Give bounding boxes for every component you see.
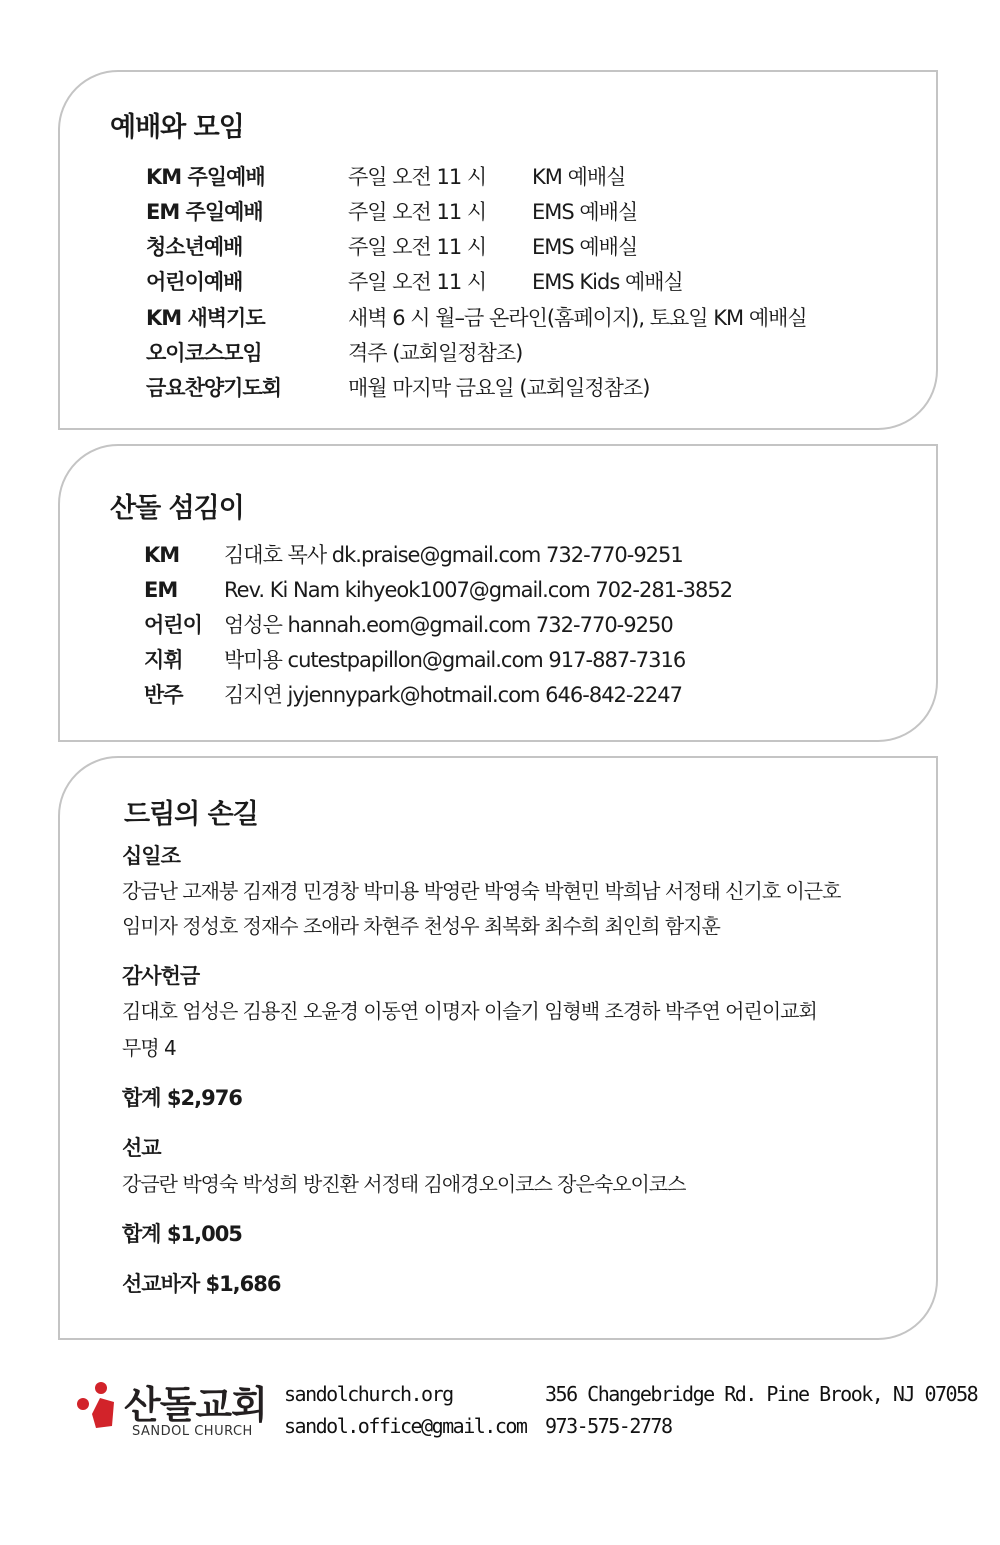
tithe-names-line2: 임미자 정성호 정재수 조애라 차현주 천성우 최복화 최수희 최인희 함지훈 (122, 914, 720, 938)
worship-place: EMS Kids 예배실 (532, 270, 683, 294)
tithe-label: 십일조 (122, 844, 180, 868)
church-logo-icon (74, 1380, 120, 1432)
servant-info: 김대호 목사 dk.praise@gmail.com 732-770-9251 (224, 543, 683, 567)
worship-name: 금요찬양기도회 (146, 376, 282, 400)
logo-subtitle: SANDOL CHURCH (132, 1424, 253, 1439)
servant-role: 지휘 (144, 648, 183, 672)
worship-place: EMS 예배실 (532, 200, 638, 224)
logo-name: 산돌교회 (124, 1383, 267, 1427)
worship-time: 매월 마지막 금요일 (교회일정참조) (348, 376, 650, 400)
servant-role: 어린이 (144, 613, 202, 637)
footer (0, 1360, 1000, 1460)
mission-label: 선교 (122, 1136, 161, 1160)
worship-name: 어린이예배 (146, 270, 243, 294)
phone: 973-575-2778 (545, 1414, 672, 1438)
worship-name: 청소년예배 (146, 235, 243, 259)
servant-info: Rev. Ki Nam kihyeok1007@gmail.com 702-281-3852 (224, 578, 733, 602)
worship-time: 주일 오전 11 시 (348, 235, 487, 259)
servant-info: 김지연 jyjennypark@hotmail.com 646-842-2247 (224, 683, 682, 707)
worship-time: 새벽 6 시 월–금 온라인(홈페이지), 토요일 KM 예배실 (348, 306, 807, 330)
thanks-names-line2: 무명 4 (122, 1036, 176, 1060)
worship-time: 주일 오전 11 시 (348, 200, 487, 224)
worship-title: 예배와 모임 (110, 112, 244, 143)
servant-role: 반주 (144, 683, 183, 707)
tithe-names-line1: 강금난 고재붕 김재경 민경창 박미용 박영란 박영숙 박현민 박희남 서정태 신기호 이근호 (122, 879, 841, 903)
worship-place: EMS 예배실 (532, 235, 638, 259)
servant-info: 엄성은 hannah.eom@gmail.com 732-770-9250 (224, 613, 673, 637)
servant-info: 박미용 cutestpapillon@gmail.com 917-887-7316 (224, 648, 686, 672)
thanks-names-line1: 김대호 엄성은 김용진 오윤경 이동연 이명자 이슬기 임형백 조경하 박주연 어린이교회 (122, 999, 817, 1023)
worship-time: 주일 오전 11 시 (348, 270, 487, 294)
worship-name: KM 주일예배 (146, 165, 265, 189)
worship-name: EM 주일예배 (146, 200, 263, 224)
email-link[interactable]: sandol.office@gmail.com (284, 1414, 527, 1438)
servant-role: EM (144, 578, 178, 602)
worship-name: 오이코스모임 (146, 341, 262, 365)
offering-card (58, 756, 938, 1340)
worship-time: 격주 (교회일정참조) (348, 341, 523, 365)
offering-title: 드림의 손길 (124, 799, 258, 830)
website-link[interactable]: sandolchurch.org (284, 1382, 453, 1406)
servant-role: KM (144, 543, 180, 567)
worship-place: KM 예배실 (532, 165, 626, 189)
thanks-label: 감사헌금 (122, 964, 200, 988)
total-thanks: 합계 $2,976 (122, 1086, 242, 1110)
worship-name: KM 새벽기도 (146, 306, 265, 330)
worship-time: 주일 오전 11 시 (348, 165, 487, 189)
mission-names: 강금란 박영숙 박성희 방진환 서정태 김애경오이코스 장은숙오이코스 (122, 1172, 686, 1196)
servants-card (58, 444, 938, 742)
total-mission: 합계 $1,005 (122, 1222, 242, 1246)
bazaar-total: 선교바자 $1,686 (122, 1272, 281, 1296)
servants-title: 산돌 섬김이 (110, 493, 244, 524)
worship-card (58, 70, 938, 430)
address: 356 Changebridge Rd. Pine Brook, NJ 07058 (545, 1382, 978, 1406)
